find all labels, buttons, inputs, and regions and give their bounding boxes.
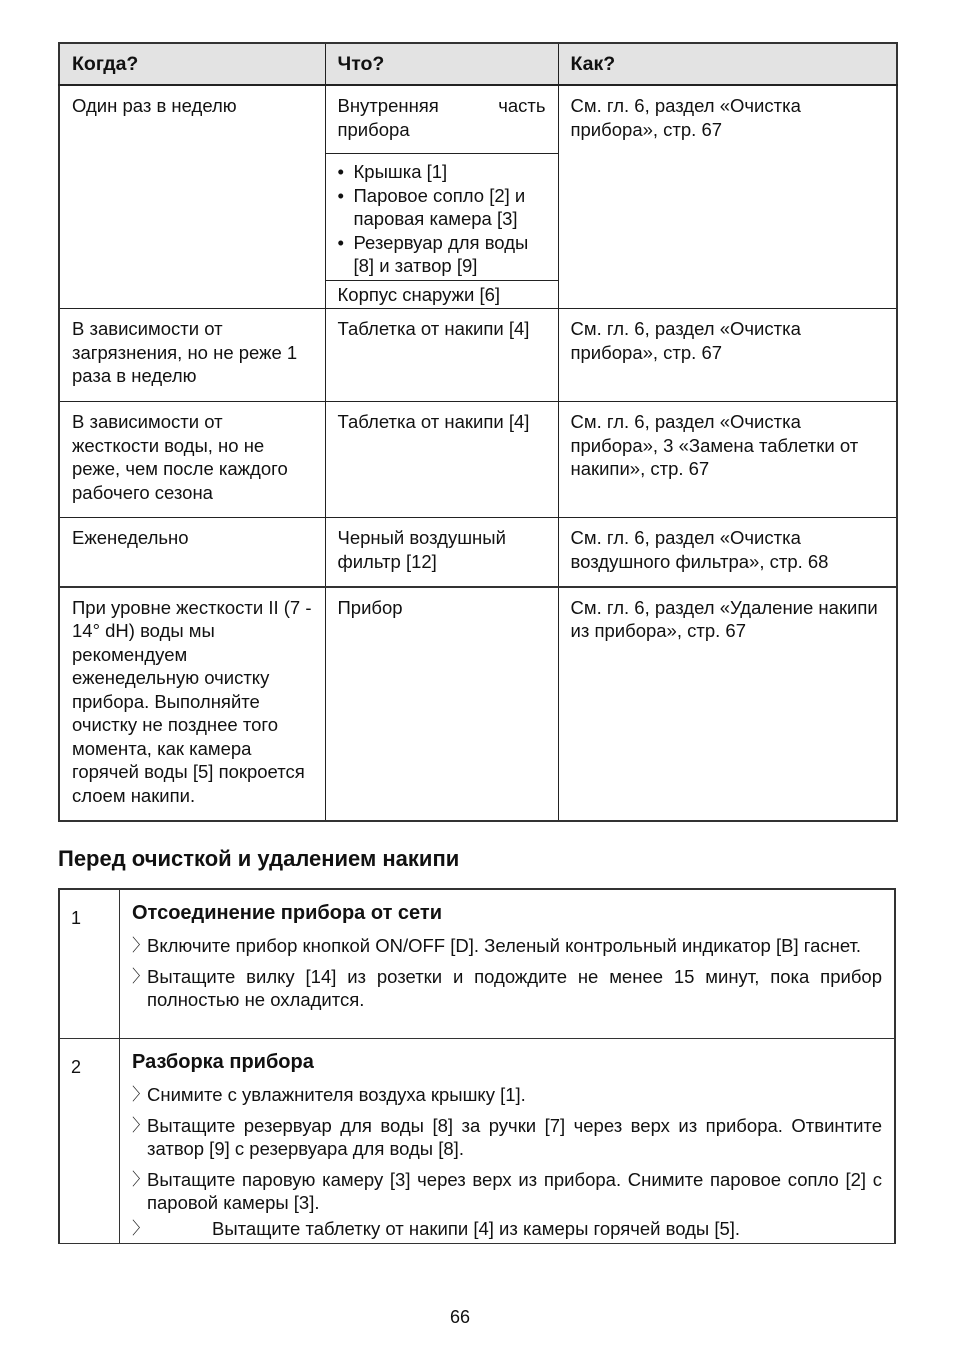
list-item: • Паровое сопло [2] и паровая камера [3] (338, 184, 546, 231)
step-title: Отсоединение прибора от сети (132, 902, 442, 924)
when-cell: В зависимости от загрязнения, но не реже 1 раза в неделю (59, 309, 325, 402)
instruction-item (132, 1114, 882, 1161)
chevron-right-icon: 〉 (132, 966, 149, 986)
list-item: • Резервуар для воды [8] и затвор [9] (338, 231, 546, 278)
how-cell: См. гл. 6, раздел «Очистка прибора», стр. 67 (558, 309, 897, 402)
header-when: Когда? (59, 43, 325, 85)
step-body (120, 890, 894, 1038)
chevron-right-icon: 〉 (132, 1115, 149, 1135)
table-row (59, 587, 897, 821)
step-title: Разборка прибора (132, 1051, 314, 1073)
step-row (60, 890, 894, 1038)
instruction-text: Вытащите вилку [14] из розетки и подождите не менее 15 минут, пока прибор полностью не охладится. (147, 965, 882, 1010)
chevron-right-icon: 〉 (132, 1218, 149, 1238)
what-cell: Таблетка от накипи [4] (325, 402, 558, 518)
what-inner-part: Внутренняя часть прибора (337, 95, 546, 140)
page-number: 66 (449, 1307, 471, 1327)
maintenance-schedule-table (58, 42, 898, 822)
when-cell: Один раз в неделю (59, 85, 325, 309)
when-cell: В зависимости от жесткости воды, но не реже, чем после каждого рабочего сезона (59, 402, 325, 518)
chevron-right-icon: 〉 (132, 936, 149, 955)
instruction-item (132, 1168, 882, 1215)
instruction-item (132, 1217, 882, 1241)
chevron-right-icon: 〉 (132, 1169, 149, 1189)
table-header-row (59, 43, 897, 85)
instruction-item (132, 1083, 882, 1107)
table-row (59, 402, 897, 518)
header-what: Что? (325, 43, 558, 85)
table-row (59, 518, 897, 587)
section-heading: Перед очисткой и удалением накипи (58, 846, 460, 871)
step-number: 2 (60, 1039, 120, 1243)
step-row (60, 1038, 894, 1243)
instruction-text: Снимите с увлажнителя воздуха крышку [1]. (147, 1084, 526, 1105)
instruction-item (132, 934, 882, 958)
what-cell: Прибор (325, 587, 558, 821)
steps-table (58, 888, 896, 1244)
what-housing: Корпус снаружи [6] (326, 280, 558, 309)
instruction-text: Включите прибор кнопкой ON/OFF [D]. Зеленый контрольный индикатор [B] гаснет. (147, 935, 862, 956)
instruction-text: Вытащите резервуар для воды [8] за ручки [7] через верх из прибора. Отвинтите затвор [9] с резервуара для воды [8]. (147, 1114, 882, 1159)
what-parts-list (326, 153, 558, 280)
table-row (59, 309, 897, 402)
header-how: Как? (558, 43, 897, 85)
table-row (59, 85, 897, 309)
what-cell: Черный воздушный фильтр [12] (325, 518, 558, 587)
when-cell: Еженедельно (59, 518, 325, 587)
list-item: • Крышка [1] (338, 160, 546, 184)
what-cell (325, 85, 558, 309)
step-body (120, 1039, 894, 1243)
chevron-right-icon: 〉 (132, 1085, 149, 1104)
how-cell: См. гл. 6, раздел «Очистка воздушного фильтра», стр. 68 (558, 518, 897, 587)
how-cell: См. гл. 6, раздел «Очистка прибора», стр. 67 (558, 85, 897, 309)
how-cell: См. гл. 6, раздел «Очистка прибора», 3 «Замена таблетки от накипи», стр. 67 (558, 402, 897, 518)
what-cell: Таблетка от накипи [4] (325, 309, 558, 402)
instruction-item (132, 965, 882, 1012)
when-cell: При уровне жесткости II (7 - 14° dH) воды мы рекомендуем еженедельную очистку прибора. Выполняйте очистку не позднее того момента, как камера горячей воды [5] покроется слоем накипи. (59, 587, 325, 821)
instruction-text: Вытащите таблетку от накипи [4] из камеры горячей воды [5]. (212, 1217, 741, 1239)
instruction-text: Вытащите паровую камеру [3] через верх из прибора. Снимите паровое сопло [2] с паровой камеры [3]. (147, 1168, 882, 1213)
step-number: 1 (60, 890, 120, 1038)
how-cell: См. гл. 6, раздел «Удаление накипи из прибора», стр. 67 (558, 587, 897, 821)
